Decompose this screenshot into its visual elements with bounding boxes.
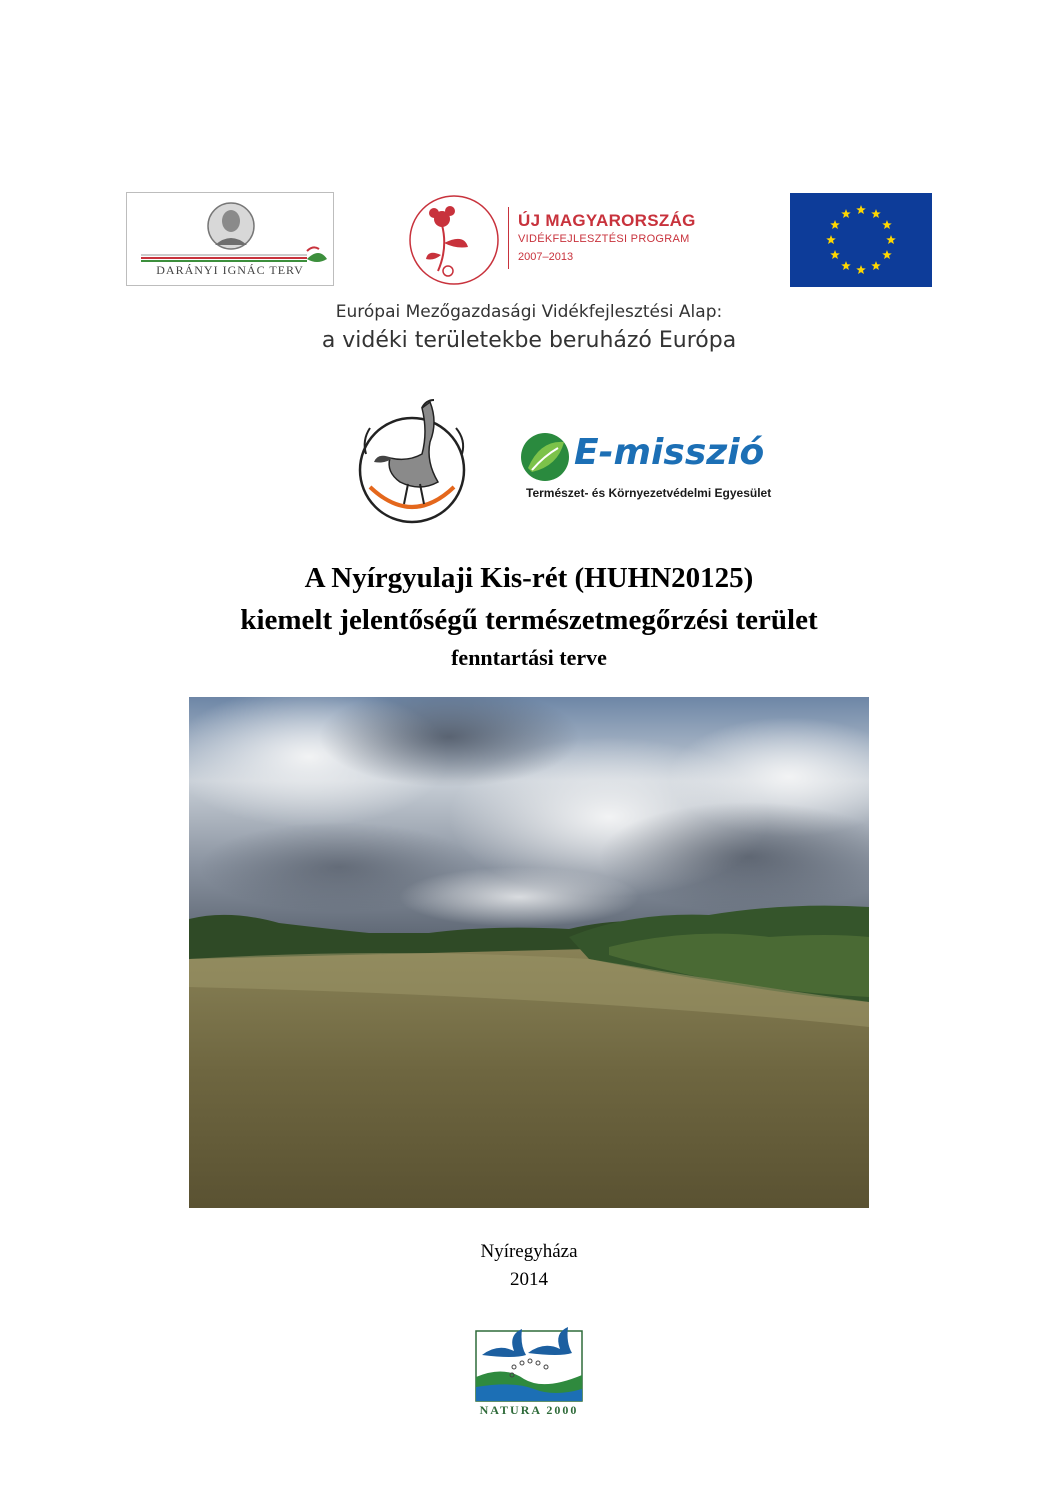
flying-birds-icon — [474, 1325, 584, 1403]
publication-year: 2014 — [510, 1269, 548, 1290]
eu-star-icon — [871, 261, 881, 270]
place-name: Nyíregyháza — [480, 1241, 578, 1262]
daranyi-logo-text: DARÁNYI IGNÁC TERV — [156, 263, 304, 277]
emisszio-logo — [518, 428, 788, 508]
document-title-line-1: A Nyírgyulaji Kis-rét (HUHN20125) — [304, 562, 754, 594]
eu-star-icon — [826, 235, 836, 244]
eu-star-icon — [882, 250, 892, 259]
natura-2000-logo — [474, 1325, 584, 1420]
uj-magyarorszag-years: 2007–2013 — [518, 251, 574, 263]
crane-icon — [330, 392, 490, 542]
emva-line-2: a vidéki területekbe beruházó Európa — [321, 328, 737, 353]
emva-line-1: Európai Mezőgazdasági Vidékfejlesztési Alap: — [335, 302, 723, 322]
eu-star-icon — [830, 250, 840, 259]
eu-star-icon — [856, 265, 866, 274]
eu-star-icon — [886, 235, 896, 244]
uj-magyarorszag-subtitle: VIDÉKFEJLESZTÉSI PROGRAM — [518, 233, 690, 245]
uj-magyarorszag-logo — [408, 193, 718, 288]
eu-star-icon — [882, 220, 892, 229]
landscape-grassland-photo — [189, 697, 869, 1208]
document-title-line-3: fenntartási terve — [451, 645, 607, 670]
flower-emblem-icon — [408, 193, 504, 288]
landscape-photo-image — [189, 697, 869, 1208]
logo-divider — [508, 207, 509, 269]
eu-star-icon — [830, 220, 840, 229]
emisszio-name: E-misszió — [574, 432, 765, 473]
daranyi-ignac-terv-logo — [126, 192, 334, 286]
uj-magyarorszag-title: ÚJ MAGYARORSZÁG — [518, 211, 696, 230]
eu-flag — [790, 193, 932, 287]
natura-2000-text: NATURA 2000 — [479, 1403, 579, 1417]
eu-star-icon — [871, 209, 881, 218]
leaf-globe-icon — [518, 430, 572, 484]
eu-star-icon — [856, 205, 866, 214]
eu-flag-icon — [790, 193, 932, 287]
eu-star-icon — [841, 261, 851, 270]
emisszio-subtitle: Természet- és Környezetvédelmi Egyesület — [526, 486, 772, 500]
document-title-line-2: kiemelt jelentőségű természetmegőrzési terület — [240, 604, 818, 636]
eu-star-icon — [841, 209, 851, 218]
hortobagy-national-park-logo — [330, 392, 490, 542]
